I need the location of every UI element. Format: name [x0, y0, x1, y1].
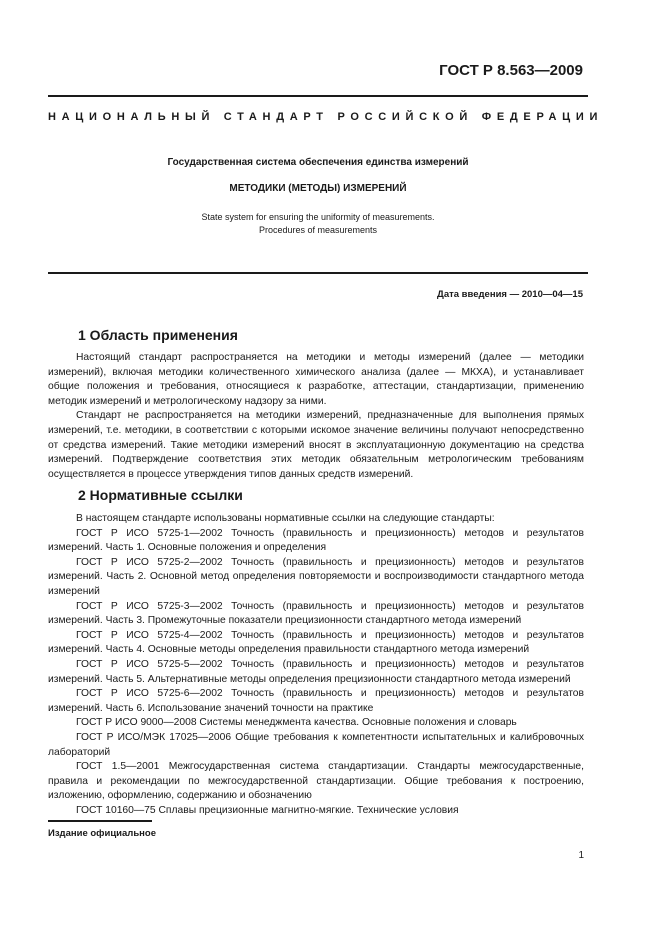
- paragraph: В настоящем стандарте использованы нормативные ссылки на следующие стандарты:: [76, 513, 495, 524]
- national-standard-banner: НАЦИОНАЛЬНЫЙ СТАНДАРТ РОССИЙСКОЙ ФЕДЕРАЦИИ: [48, 111, 604, 123]
- page-number: 1: [578, 850, 584, 861]
- paragraph: Настоящий стандарт распространяется на методики и методы измерений (далее — методики измерений), включая методики количественного химического анализа (далее — МКХА), и устанавливает общие положения и требования, относящиеся к разработке, аттестации, стандартизации, применению методик измерений и метрологическому надзору за ними.: [48, 352, 584, 407]
- english-title: [48, 211, 588, 237]
- document-number: ГОСТ Р 8.563—2009: [439, 62, 583, 79]
- reference-item: ГОСТ Р ИСО 5725-2—2002 Точность (правильность и прецизионность) методов и результатов измерений. Часть 2. Основной метод определения повторяемости и воспроизводимости стандартного метода измерений: [48, 556, 584, 597]
- english-title-line-2: Procedures of measurements: [258, 225, 378, 235]
- footer-divider: [48, 820, 152, 822]
- paragraph: Стандарт не распространяется на методики измерений, предназначенные для выполнения прямых измерений, т.е. методики, в соответствии с которыми искомое значение величины получают непосредственно от средства измерений. Такие методики измерений вносят в эксплуатационную документацию на средства измерений. Подтверждение соответствия этих методик обязательным метрологическим требованиям осуществляется в процессе утверждения типов данных средств измерений.: [48, 410, 584, 480]
- header-divider: [48, 95, 588, 97]
- reference-item: ГОСТ 1.5—2001 Межгосударственная система стандартизации. Стандарты межгосударственные, правила и рекомендации по межгосударственной стандартизации. Общие требования к построению, изложению, оформлению, содержанию и обозначению: [48, 761, 584, 802]
- main-title: МЕТОДИКИ (МЕТОДЫ) ИЗМЕРЕНИЙ: [229, 183, 407, 194]
- section-1-heading: 1 Область применения: [78, 327, 238, 343]
- reference-item: ГОСТ Р ИСО 5725-6—2002 Точность (правильность и прецизионность) методов и результатов измерений. Часть 6. Использование значений точности на практике: [48, 688, 584, 714]
- system-title: Государственная система обеспечения единства измерений: [167, 157, 469, 168]
- introduction-date: Дата введения — 2010—04—15: [437, 289, 583, 300]
- section-2-body: [48, 512, 584, 818]
- reference-item: ГОСТ Р ИСО 5725-3—2002 Точность (правильность и прецизионность) методов и результатов измерений. Часть 3. Промежуточные показатели прецизионности стандартного метода измерений: [48, 600, 584, 627]
- reference-item: ГОСТ Р ИСО 5725-4—2002 Точность (правильность и прецизионность) методов и результатов измерений. Часть 4. Основные методы определения правильности стандартного метода измерений: [48, 629, 584, 656]
- official-edition-label: Издание официальное: [48, 828, 156, 839]
- section-1-body: [48, 351, 584, 482]
- reference-item: ГОСТ Р ИСО 9000—2008 Системы менеджмента качества. Основные положения и словарь: [76, 717, 517, 729]
- reference-item: ГОСТ Р ИСО/МЭК 17025—2006 Общие требования к компетентности испытательных и калибровочных лабораторий: [48, 731, 584, 758]
- reference-item: ГОСТ Р ИСО 5725-5—2002 Точность (правильность и прецизионность) методов и результатов измерений. Часть 5. Альтернативные методы определения прецизионности стандартного метода измерений: [48, 658, 584, 685]
- reference-item: ГОСТ Р ИСО 5725-1—2002 Точность (правильность и прецизионность) методов и результатов измерений. Часть 1. Основные положения и определения: [48, 527, 584, 554]
- reference-item: ГОСТ 10160—75 Сплавы прецизионные магнитно-мягкие. Технические условия: [76, 804, 459, 816]
- title-divider: [48, 272, 588, 274]
- english-title-line-1: State system for ensuring the uniformity of measurements.: [201, 212, 435, 222]
- section-2-heading: 2 Нормативные ссылки: [78, 487, 243, 503]
